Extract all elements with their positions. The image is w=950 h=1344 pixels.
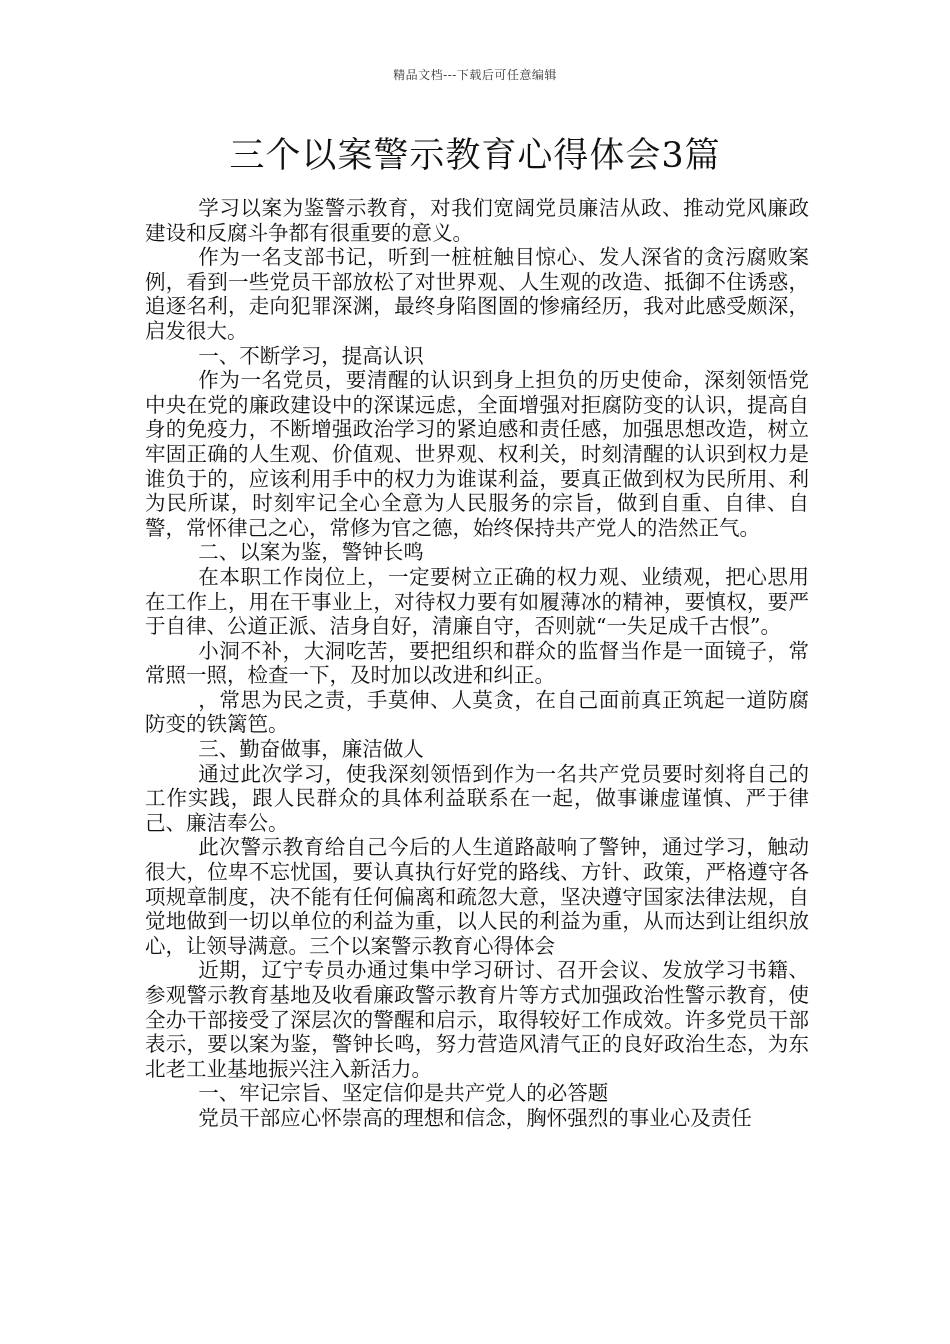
section-heading: 一、牢记宗旨、坚定信仰是共产党人的必答题 — [198, 1081, 609, 1106]
paragraph: 在本职工作岗位上，一定要树立正确的权力观、业绩观，把心思用在工作上，用在干事业上，对待权力要有如履薄冰的精神，要慎权，要严于自律、公道正派、洁身自好，清廉自守，否则就“一失足成千古恨”。 — [145, 564, 809, 639]
paragraph: 作为一名支部书记，听到一桩桩触目惊心、发人深省的贪污腐败案例，看到一些党员干部放松了对世界观、人生观的改造、抵御不住诱惑，追逐名利，走向犯罪深渊，最终身陷图圄的惨痛经历，我对此感受颇深，启发很大。 — [145, 245, 809, 343]
paragraph: 学习以案为鉴警示教育，对我们宽阔党员廉洁从政、推动党风廉政建设和反腐斗争都有很重要的意义。 — [145, 196, 809, 245]
paragraph: 小洞不补，大洞吃苦，要把组织和群众的监督当作是一面镜子，常常照一照，检查一下，及时加以改进和纠正。 — [145, 638, 809, 688]
document-title: 三个以案警示教育心得体会3篇 — [229, 136, 721, 176]
document-body — [145, 196, 809, 1131]
paragraph: ，常思为民之责，手莫伸、人莫贪，在自己面前真正筑起一道防腐防变的铁篱笆。 — [145, 687, 809, 737]
paragraph: 近期，辽宁专员办通过集中学习研讨、召开会议、发放学习书籍、参观警示教育基地及收看廉政警示教育片等方式加强政治性警示教育，使全办干部接受了深层次的警醒和启示，取得较好工作成效。许多党员干部表示，要以案为鉴，警钟长鸣，努力营造风清气正的良好政治生态，为东北老工业基地振兴注入新活力。 — [145, 958, 809, 1081]
paragraph: 作为一名党员，要清醒的认识到身上担负的历史使命，深刻领悟党中央在党的廉政建设中的深谋远虑，全面增强对拒腐防变的认识，提高自身的免疫力，不断增强政治学习的紧迫感和责任感，加强思想改造，树立牢固正确的人生观、价值观、世界观、权利关，时刻清醒的认识到权力是谁负于的，应该利用手中的权力为谁谋利益，要真正做到权为民所用、利为民所谋，时刻牢记全心全意为人民服务的宗旨，做到自重、自律、自警，常怀律己之心，常修为官之德，始终保持共产党人的浩然正气。 — [145, 368, 809, 540]
paragraph: 党员干部应心怀崇高的理想和信念，胸怀强烈的事业心及责任 — [198, 1105, 752, 1130]
section-heading: 一、不断学习，提高认识 — [198, 343, 424, 368]
header-note: 精品文档---下载后可任意编辑 — [393, 68, 557, 82]
paragraph: 此次警示教育给自己今后的人生道路敲响了警钟，通过学习，触动很大，位卑不忘忧国，要认真执行好党的路线、方针、政策，严格遵守各项规章制度，决不能有任何偏离和疏忽大意，坚决遵守国家法律法规，自觉地做到一切以单位的利益为重，以人民的利益为重，从而达到让组织放心，让领导满意。三个以案警示教育心得体会 — [145, 835, 809, 958]
section-heading: 二、以案为鉴，警钟长鸣 — [198, 540, 424, 565]
paragraph: 通过此次学习，使我深刻领悟到作为一名共产党员要时刻将自己的工作实践，跟人民群众的具体利益联系在一起，做事谦虚谨慎、严于律己、廉洁奉公。 — [145, 761, 809, 835]
section-heading: 三、勤奋做事，廉洁做人 — [198, 737, 424, 762]
